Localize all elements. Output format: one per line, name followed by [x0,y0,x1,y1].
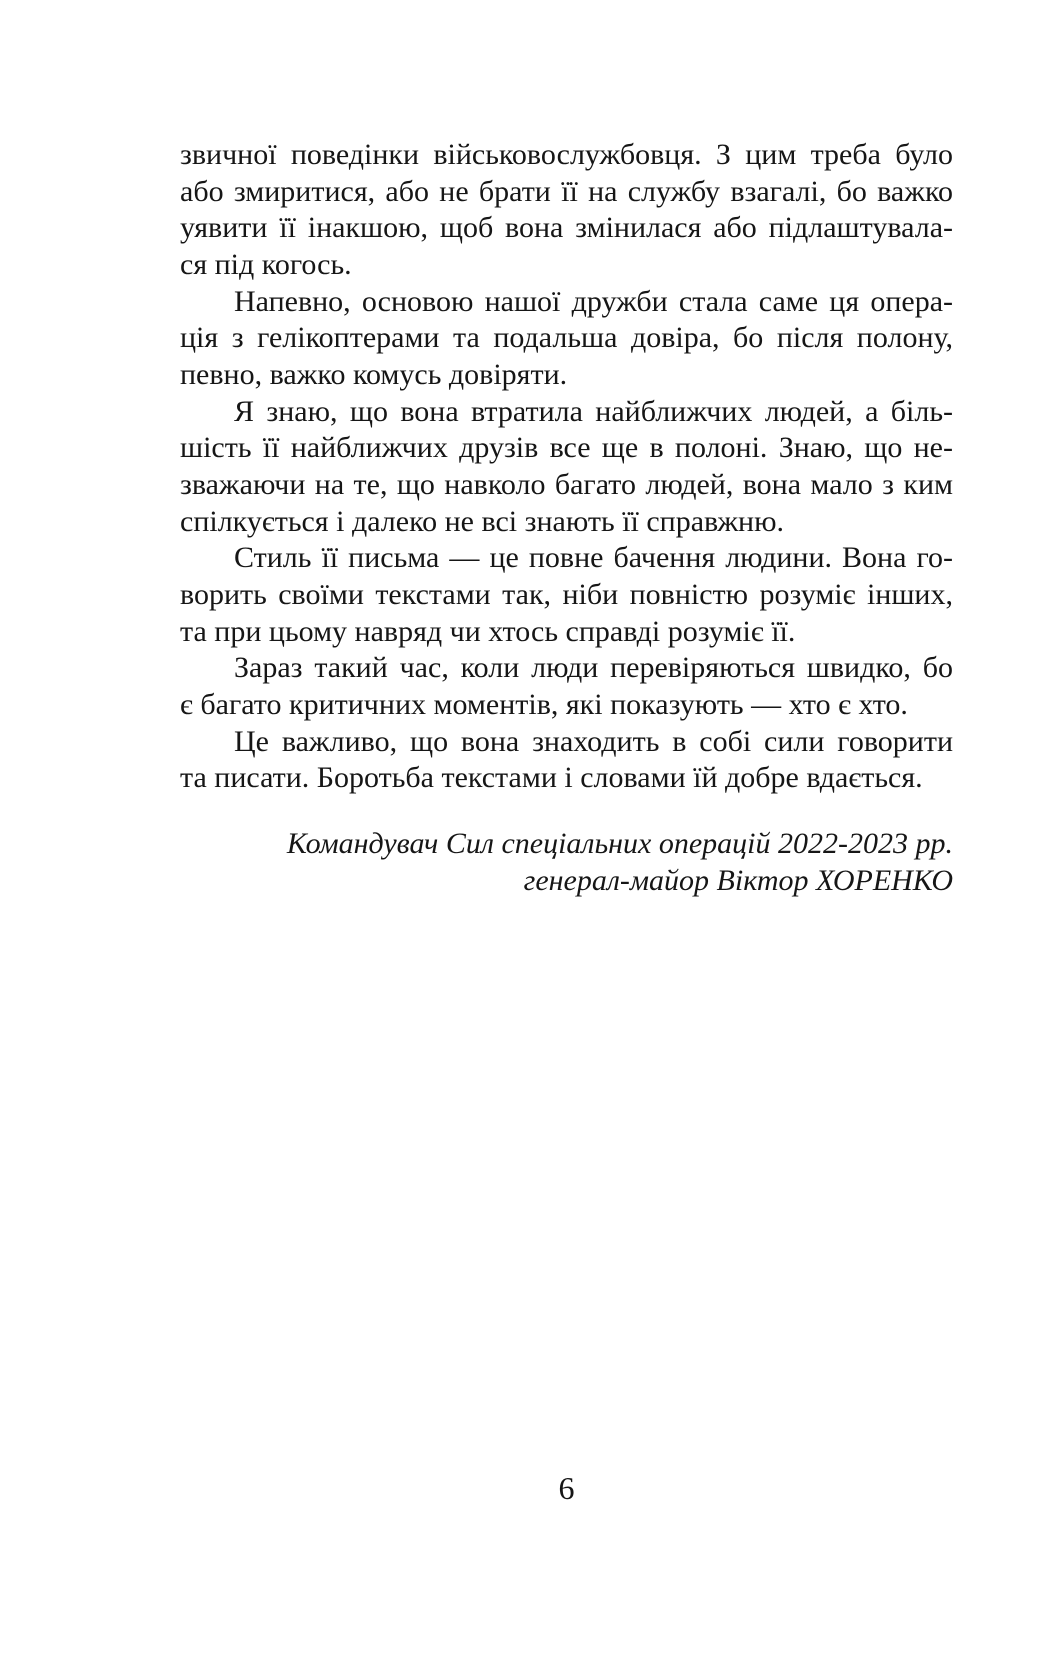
text-line: зважаючи на те, що навколо багато людей, вона мало з ким [180,468,953,502]
text-line: та писати. Боротьба текстами і словами їй добре вдається. [180,761,923,795]
signature-line-2: генерал-майор Віктор ХОРЕНКО [523,864,953,897]
text-line: Зараз такий час, коли люди перевіряються швидко, бо [234,651,953,685]
paragraph [180,284,953,394]
paragraph [180,137,953,284]
text-line: ворить своїми текстами так, ніби повністю розуміє інших, [180,578,953,612]
text-line: Стиль її письма — це повне бачення людини. Вона го- [234,541,953,575]
text-line: спілкується і далеко не всі знають її справжню. [180,504,785,538]
body-text [180,137,953,797]
signature-line-1: Командувач Сил спеціальних операцій 2022-2023 рр. [286,827,953,860]
text-line: звичної поведінки військовослужбовця. З цим треба було [180,138,953,171]
text-line: уявити її інакшою, щоб вона змінилася або підлаштувала- [180,211,953,245]
text-line: та при цьому навряд чи хтось справді розуміє її. [180,614,796,648]
text-line: ся під когось. [180,248,352,282]
paragraph [180,724,953,797]
text-line: або змиритися, або не брати її на службу взагалі, бо важко [180,174,953,208]
paragraph [180,540,953,650]
text-line: Напевно, основою нашої дружби стала саме ця опера- [234,284,953,318]
text-line: певно, важко комусь довіряти. [180,358,568,392]
paragraph [180,394,953,541]
page-number: 6 [558,1470,575,1506]
text-line: ція з гелікоптерами та подальша довіра, бо після полону, [180,321,953,355]
signature-block [180,825,953,899]
text-line: є багато критичних моментів, які показують — хто є хто. [180,688,908,722]
text-line: Я знаю, що вона втратила найближчих людей, а біль- [234,394,953,428]
text-line: Це важливо, що вона знаходить в собі сили говорити [234,724,953,758]
paragraph [180,650,953,723]
text-line: шість її найближчих друзів все ще в полоні. Знаю, що не- [180,431,953,465]
